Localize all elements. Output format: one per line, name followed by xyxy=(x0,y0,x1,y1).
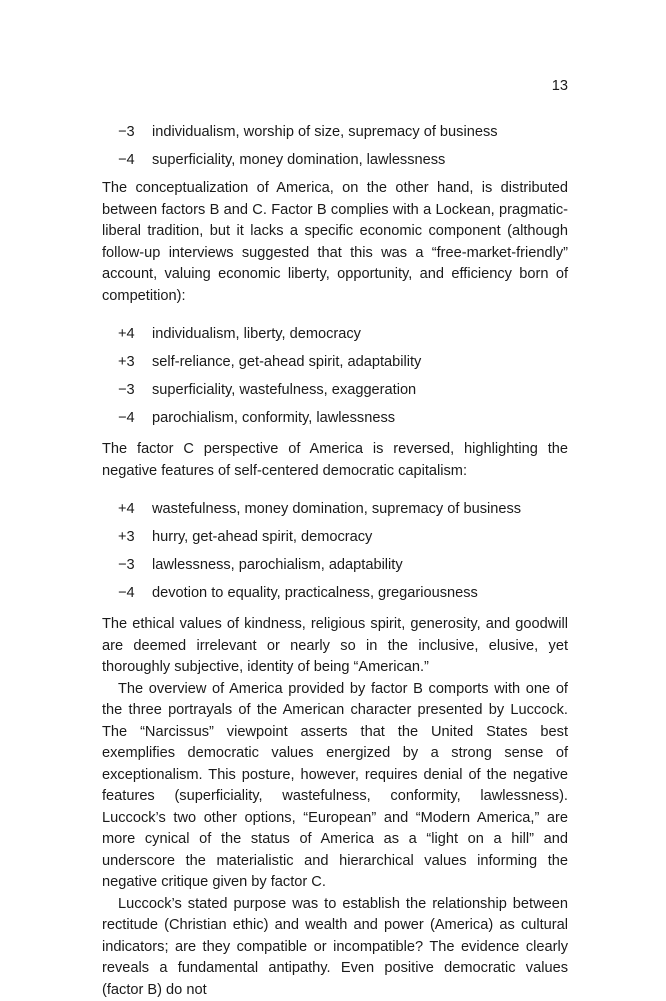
item-score: −4 xyxy=(118,150,152,171)
paragraph: The factor C perspective of America is reversed, highlighting the negative features of self-centered democratic capitalism: xyxy=(102,439,568,482)
paragraph: Luccock’s stated purpose was to establish the relationship between rectitude (Christian ethic) and wealth and power (America) as cultural indicators; are they compatible or incompatible? The evidence clearly reveals a fundamental antipathy. Even positive democratic values (factor B) do not xyxy=(102,894,568,1001)
item-text: superficiality, wastefulness, exaggeration xyxy=(152,380,416,401)
list-item xyxy=(102,583,568,604)
item-text: self-reliance, get-ahead spirit, adaptability xyxy=(152,352,421,373)
item-score: +4 xyxy=(118,499,152,520)
item-text: wastefulness, money domination, supremacy of business xyxy=(152,499,521,520)
item-score: −4 xyxy=(118,583,152,604)
item-text: individualism, worship of size, supremacy of business xyxy=(152,122,498,143)
list-item xyxy=(102,499,568,520)
item-text: parochialism, conformity, lawlessness xyxy=(152,408,395,429)
item-score: −3 xyxy=(118,380,152,401)
item-score: −4 xyxy=(118,408,152,429)
list-item xyxy=(102,380,568,401)
item-score: +3 xyxy=(118,352,152,373)
item-score: −3 xyxy=(118,122,152,143)
item-score: +4 xyxy=(118,324,152,345)
paragraph: The ethical values of kindness, religious spirit, generosity, and goodwill are deemed irrelevant or nearly so in the inclusive, elusive, yet thoroughly subjective, identity of being “American.” xyxy=(102,614,568,679)
page-number: 13 xyxy=(544,76,568,98)
list-item xyxy=(102,122,568,143)
item-text: lawlessness, parochialism, adaptability xyxy=(152,555,403,576)
item-text: hurry, get-ahead spirit, democracy xyxy=(152,527,372,548)
list-factor-a-negative xyxy=(102,122,568,171)
list-item xyxy=(102,408,568,429)
item-score: +3 xyxy=(118,527,152,548)
item-text: superficiality, money domination, lawlessness xyxy=(152,150,445,171)
paragraph: The conceptualization of America, on the other hand, is distributed between factors B and C. Factor B complies with a Lockean, pragmatic-liberal tradition, but it lacks a specific economic component (although follow-up interviews suggested that this was a “free-market-friendly” account, valuing economic liberty, opportunity, and efficiency born of competition): xyxy=(102,178,568,307)
list-factor-c xyxy=(102,499,568,604)
paragraph: The overview of America provided by factor B comports with one of the three portrayals of the American character presented by Luccock. The “Narcissus” viewpoint asserts that the United States best exemplifies democratic values energized by a strong sense of exceptionalism. This posture, however, requires denial of the negative features (superficiality, wastefulness, conformity, lawlessness). Luccock’s two other options, “European” and “Modern America,” are more cynical of the status of America as a “light on a hill” and underscore the materialistic and hierarchical values informing the negative critique given by factor C. xyxy=(102,679,568,894)
page-content xyxy=(102,122,568,1001)
list-item xyxy=(102,527,568,548)
list-item xyxy=(102,150,568,171)
item-text: devotion to equality, practicalness, gregariousness xyxy=(152,583,478,604)
item-text: individualism, liberty, democracy xyxy=(152,324,361,345)
list-factor-b xyxy=(102,324,568,429)
list-item xyxy=(102,555,568,576)
list-item xyxy=(102,324,568,345)
item-score: −3 xyxy=(118,555,152,576)
list-item xyxy=(102,352,568,373)
